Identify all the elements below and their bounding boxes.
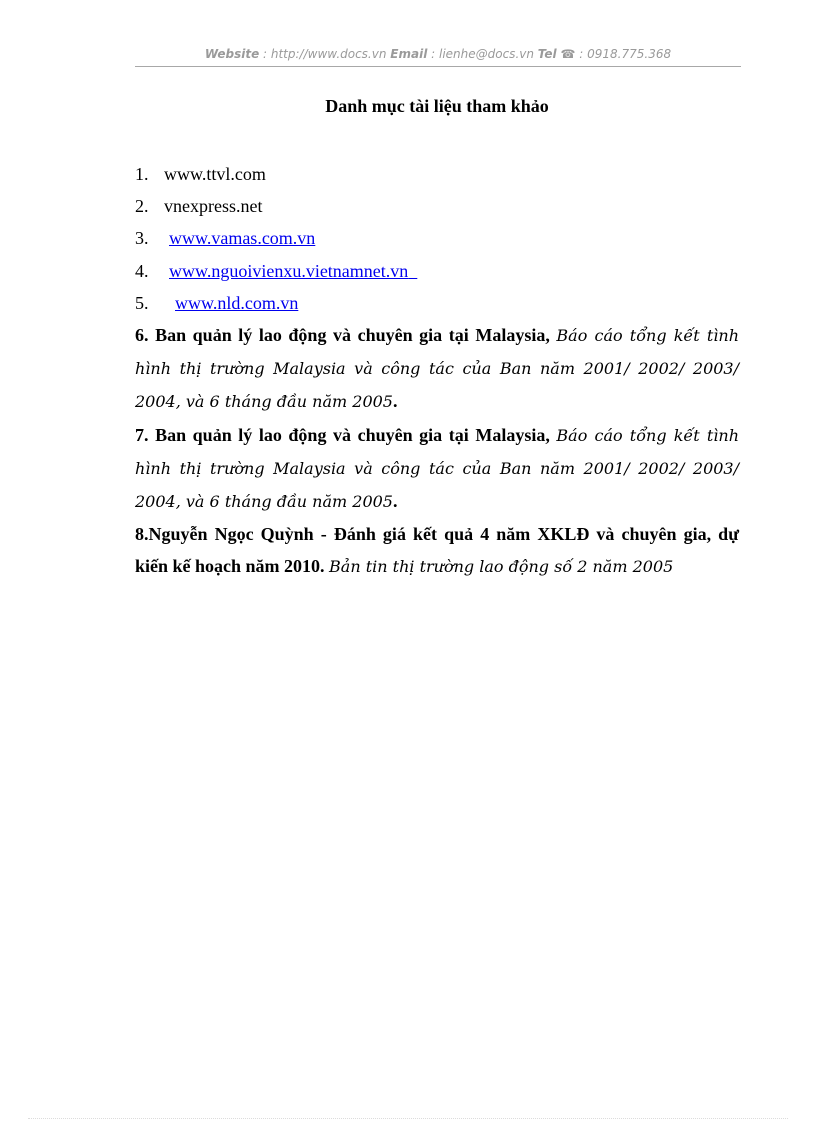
header-divider (135, 66, 741, 67)
reference-title: Báo cáo tổng kết tình hình thị trường Malaysia và công tác của Ban năm 2001/ 2002/ 2003/ 2004, và 6 tháng đầu năm 2005 (135, 325, 740, 412)
website-label: Website (204, 47, 260, 61)
list-item (135, 287, 739, 319)
reference-link[interactable]: www.nld.com.vn (175, 292, 299, 313)
email-value: : lienhe@docs.vn (427, 47, 538, 61)
reference-tail: . (392, 490, 398, 511)
phone-icon: ☎ (560, 47, 576, 61)
reference-link[interactable]: www.vamas.com.vn (169, 228, 316, 249)
reference-list (135, 158, 739, 584)
item-number: 2. (135, 196, 149, 217)
reference-title: Báo cáo tổng kết tình hình thị trường Malaysia và công tác của Ban năm 2001/ 2002/ 2003/ 2004, và 6 tháng đầu năm 2005 (135, 425, 740, 511)
reference-lead: 6. Ban quản lý lao động và chuyên gia tại Malaysia, (135, 324, 557, 345)
reference-paragraph (135, 319, 739, 419)
item-number: 5. (135, 292, 149, 313)
reference-paragraph (135, 518, 739, 583)
reference-tail: . (392, 391, 398, 412)
item-number: 1. (135, 164, 149, 184)
website-value: : http://www.docs.vn (259, 47, 391, 61)
tel-label: Tel (537, 47, 557, 61)
page-title: Danh mục tài liệu tham khảo (325, 96, 549, 116)
reference-lead: 7. Ban quản lý lao động và chuyên gia tại Malaysia, (135, 424, 557, 445)
reference-lead: 8.Nguyễn Ngọc Quỳnh - Đánh giá kết quả 4 năm XKLĐ và chuyên gia, dự kiến kế hoạch năm 2010. (135, 524, 739, 577)
list-item (135, 255, 739, 287)
reference-text: www.ttvl.com (164, 164, 266, 184)
reference-title: Bản tin thị trường lao động số 2 năm 2005 (329, 557, 674, 577)
email-label: Email (390, 47, 428, 61)
list-item (135, 158, 739, 190)
reference-link[interactable]: www.nguoivienxu.vietnamnet.vn (169, 260, 409, 281)
reference-text: vnexpress.net (164, 196, 263, 217)
item-number: 4. (135, 260, 149, 281)
list-item (135, 222, 739, 254)
tel-value: : 0918.775.368 (575, 47, 672, 61)
item-number: 3. (135, 228, 149, 249)
reference-paragraph (135, 419, 739, 519)
footer-divider (28, 1118, 788, 1119)
list-item (135, 190, 739, 222)
page-header (135, 47, 741, 61)
